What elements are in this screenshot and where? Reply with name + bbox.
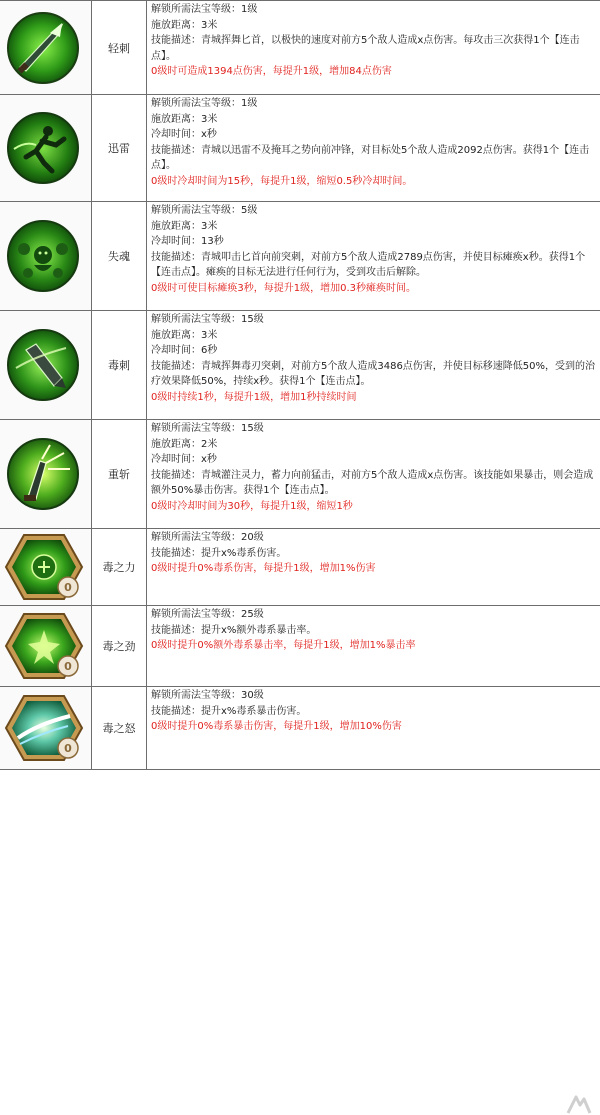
skill-effect-text: 技能描述：提升x%毒系暴击伤害。 [151,705,307,717]
skill-description [147,687,600,769]
poison-wrath-hex-icon [4,694,84,762]
skill-icon-cell [0,606,92,686]
skill-name: 重斩 [92,420,147,528]
cooldown-text: 冷却时间：6秒 [151,345,218,356]
cast-range-text: 施放距离：3米 [151,113,218,125]
cooldown-text: 冷却时间：x秒 [151,454,217,465]
skill-row-xunlei [0,94,600,201]
level-scaling-text: 0级时可使目标瘫痪3秒，每提升1级，增加0.3秒瘫痪时间。 [151,282,416,294]
skill-row-duzhijin [0,605,600,686]
cast-range-text: 施放距离：3米 [151,19,218,31]
level-scaling-text: 0级时持续1秒，每提升1级，增加1秒持续时间 [151,391,357,403]
skill-effect-text: 技能描述：提升x%毒系伤害。 [151,547,287,559]
skill-row-duzhinu [0,686,600,770]
skill-icon-cell [0,420,92,528]
dagger-icon [6,11,80,85]
ghost-spirits-icon [6,219,80,293]
poison-vigor-hex-icon [4,612,84,680]
skill-icon-cell [0,202,92,310]
skill-icon-cell [0,687,92,769]
skill-description [147,202,600,310]
level-scaling-text: 0级时可造成1394点伤害，每提升1级，增加84点伤害 [151,66,392,77]
running-ninja-icon [6,111,80,185]
unlock-level-text: 解锁所需法宝等级：30级 [151,690,264,701]
skill-description [147,606,600,686]
unlock-level-text: 解锁所需法宝等级：20级 [151,532,264,543]
skill-name: 轻刺 [92,1,147,94]
skill-description [147,95,600,201]
skill-row-zhongzhan [0,419,600,528]
cooldown-text: 冷却时间：13秒 [151,236,224,247]
skill-name: 毒刺 [92,311,147,419]
skill-description [147,311,600,419]
heavy-slash-icon [6,437,80,511]
poison-blade-icon [6,328,80,402]
skill-row-duci [0,310,600,419]
skill-icon-cell [0,1,92,94]
poison-power-hex-icon [4,533,84,601]
skill-name: 失魂 [92,202,147,310]
unlock-level-text: 解锁所需法宝等级：1级 [151,4,258,15]
skill-icon-cell [0,95,92,201]
skill-name: 毒之劲 [92,606,147,686]
level-scaling-text: 0级时提升0%毒系暴击伤害，每提升1级，增加10%伤害 [151,721,402,732]
skill-name: 毒之怒 [92,687,147,769]
unlock-level-text: 解锁所需法宝等级：15级 [151,314,264,325]
skill-effect-text: 技能描述：青城叩击匕首向前突刺，对前方5个敌人造成2789点伤害，并使目标瘫痪x秒。获得1个【连击点】。瘫痪的目标无法进行任何行为，受到攻击后解除。 [151,251,586,278]
skill-effect-text: 技能描述：青城挥舞匕首，以极快的速度对前方5个敌人造成x点伤害。每攻击三次获得1个【连击点】。 [151,35,580,62]
unlock-level-text: 解锁所需法宝等级：25级 [151,609,264,620]
unlock-level-text: 解锁所需法宝等级：5级 [151,205,258,216]
cast-range-text: 施放距离：3米 [151,329,218,341]
level-scaling-text: 0级时提升0%额外毒系暴击率，每提升1级，增加1%暴击率 [151,640,416,651]
skill-row-duzhili [0,528,600,605]
level-badge-value: 0 [64,742,72,755]
skill-effect-text: 技能描述：青城灌注灵力，蓄力向前猛击，对前方5个敌人造成x点伤害。该技能如果暴击，则会造成额外50%暴击伤害。获得1个【连击点】。 [151,469,594,496]
cast-range-text: 施放距离：3米 [151,220,218,232]
watermark-logo-icon [566,1093,592,1115]
level-scaling-text: 0级时冷却时间为15秒，每提升1级，缩短0.5秒冷却时间。 [151,175,413,187]
level-scaling-text: 0级时提升0%毒系伤害，每提升1级，增加1%伤害 [151,563,376,574]
skill-description [147,1,600,94]
skill-description [147,529,600,605]
unlock-level-text: 解锁所需法宝等级：15级 [151,423,264,434]
skill-name: 迅雷 [92,95,147,201]
skill-row-shihun [0,201,600,310]
skill-name: 毒之力 [92,529,147,605]
skill-row-qingci [0,0,600,94]
skill-icon-cell [0,529,92,605]
unlock-level-text: 解锁所需法宝等级：1级 [151,98,258,109]
skill-effect-text: 技能描述：青城以迅雷不及掩耳之势向前冲锋，对目标处5个敌人造成2092点伤害。获得1个【连击点】。 [151,144,590,171]
level-badge-value: 0 [64,581,72,594]
cooldown-text: 冷却时间：x秒 [151,129,217,140]
skill-effect-text: 技能描述：青城挥舞毒刃突刺，对前方5个敌人造成3486点伤害，并使目标移速降低50%，受到的治疗效果降低50%，持续x秒。获得1个【连击点】。 [151,360,596,387]
skill-effect-text: 技能描述：提升x%额外毒系暴击率。 [151,624,317,636]
level-badge-value: 0 [64,660,72,673]
level-scaling-text: 0级时冷却时间为30秒，每提升1级，缩短1秒 [151,500,353,512]
skill-icon-cell [0,311,92,419]
cast-range-text: 施放距离：2米 [151,438,218,450]
skill-description [147,420,600,528]
